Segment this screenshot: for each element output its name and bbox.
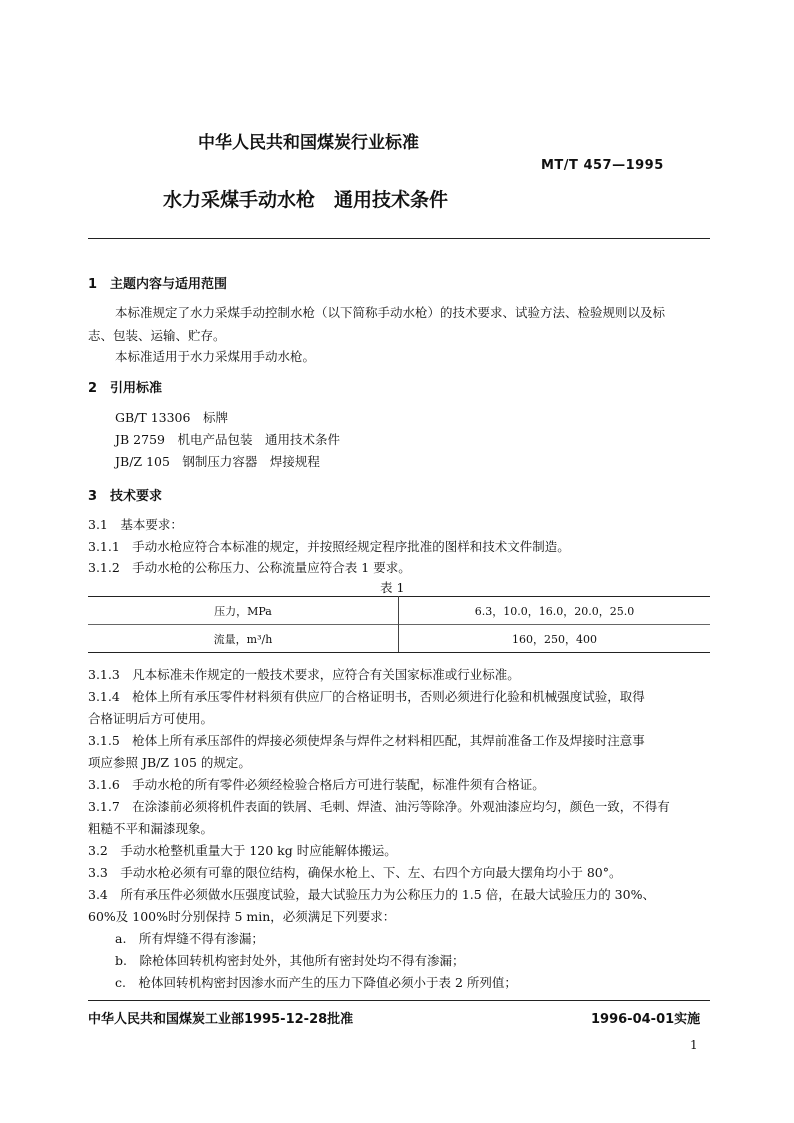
clause-3-1-6: 3.1.6 手动水枪的所有零件必须经检验合格后方可进行装配，标准件须有合格证。 bbox=[88, 777, 545, 792]
section-3-heading: 3 技术要求 bbox=[88, 489, 163, 504]
clause-3-3: 3.3 手动水枪必须有可靠的限位结构，确保水枪上、下、左、右四个方向最大摆角均小于 80°。 bbox=[88, 865, 622, 880]
clause-3-4-item-a: a. 所有焊缝不得有渗漏； bbox=[115, 931, 264, 946]
issuing-organization: 中华人民共和国煤炭行业标准 bbox=[198, 133, 419, 153]
clause-3-1-4-line-2: 合格证明后方可使用。 bbox=[88, 711, 214, 726]
clause-3-1-4-line-1: 3.1.4 枪体上所有承压零件材料须有供应厂的合格证明书，否则必须进行化验和机械强度试验，取得 bbox=[88, 689, 645, 704]
implementation-date: 1996-04-01实施 bbox=[591, 1012, 701, 1027]
clause-3-1-7-line-2: 粗糙不平和漏漆现象。 bbox=[88, 821, 214, 836]
page-number: 1 bbox=[690, 1038, 698, 1052]
table-cell-label: 流量，m³/h bbox=[88, 625, 399, 653]
clause-3-4-item-c: c. 枪体回转机构密封因渗水而产生的压力下降值必须小于表 2 所列值； bbox=[115, 975, 517, 990]
section-2-heading: 2 引用标准 bbox=[88, 381, 163, 396]
clause-3-1-1: 3.1.1 手动水枪应符合本标准的规定，并按照经规定程序批准的图样和技术文件制造。 bbox=[88, 539, 570, 554]
clause-3-2: 3.2 手动水枪整机重量大于 120 kg 时应能解体搬运。 bbox=[88, 843, 397, 858]
table-1 bbox=[88, 596, 710, 653]
reference-item: JB/Z 105 钢制压力容器 焊接规程 bbox=[115, 454, 320, 469]
section-1-paragraph-1-line-2: 志、包装、运输、贮存。 bbox=[88, 328, 226, 343]
clause-3-4-item-b: b. 除枪体回转机构密封处外，其他所有密封处均不得有渗漏； bbox=[115, 953, 465, 968]
clause-3-4-line-2: 60%及 100%时分别保持 5 min，必须满足下列要求： bbox=[88, 909, 396, 924]
table-cell-label: 压力，MPa bbox=[88, 597, 399, 625]
reference-item: JB 2759 机电产品包装 通用技术条件 bbox=[115, 432, 340, 447]
clause-3-1-5-line-2: 项应参照 JB/Z 105 的规定。 bbox=[88, 755, 251, 770]
standard-code: MT/T 457—1995 bbox=[541, 158, 664, 173]
clause-3-1-2: 3.1.2 手动水枪的公称压力、公称流量应符合表 1 要求。 bbox=[88, 560, 411, 575]
reference-item: GB/T 13306 标牌 bbox=[115, 410, 228, 425]
table-cell-value: 6.3，10.0，16.0，20.0，25.0 bbox=[399, 597, 711, 625]
section-1-paragraph-2: 本标准适用于水力采煤用手动水枪。 bbox=[115, 349, 316, 364]
clause-3-1: 3.1 基本要求： bbox=[88, 517, 183, 532]
clause-3-1-5-line-1: 3.1.5 枪体上所有承压部件的焊接必须使焊条与焊件之材料相匹配，其焊前准备工作及焊接时注意事 bbox=[88, 733, 645, 748]
clause-3-4-line-1: 3.4 所有承压件必须做水压强度试验，最大试验压力为公称压力的 1.5 倍，在最大试验压力的 30%、 bbox=[88, 887, 655, 902]
table-1-caption: 表 1 bbox=[380, 580, 405, 595]
document-title: 水力采煤手动水枪 通用技术条件 bbox=[163, 189, 449, 211]
table-row bbox=[88, 625, 710, 653]
clause-3-1-7-line-1: 3.1.7 在涂漆前必须将机件表面的铁屑、毛刺、焊渣、油污等除净。外观油漆应均匀，颜色一致，不得有 bbox=[88, 799, 670, 814]
table-row bbox=[88, 597, 710, 625]
table-cell-value: 160，250，400 bbox=[399, 625, 711, 653]
header-rule bbox=[88, 238, 710, 239]
approval-line: 中华人民共和国煤炭工业部1995-12-28批准 bbox=[88, 1012, 354, 1027]
section-1-paragraph-1-line-1: 本标准规定了水力采煤手动控制水枪（以下简称手动水枪）的技术要求、试验方法、检验规则以及标 bbox=[115, 305, 666, 320]
clause-3-1-3: 3.1.3 凡本标准未作规定的一般技术要求，应符合有关国家标准或行业标准。 bbox=[88, 667, 520, 682]
footer-rule bbox=[88, 1000, 710, 1001]
section-1-heading: 1 主题内容与适用范围 bbox=[88, 277, 228, 292]
